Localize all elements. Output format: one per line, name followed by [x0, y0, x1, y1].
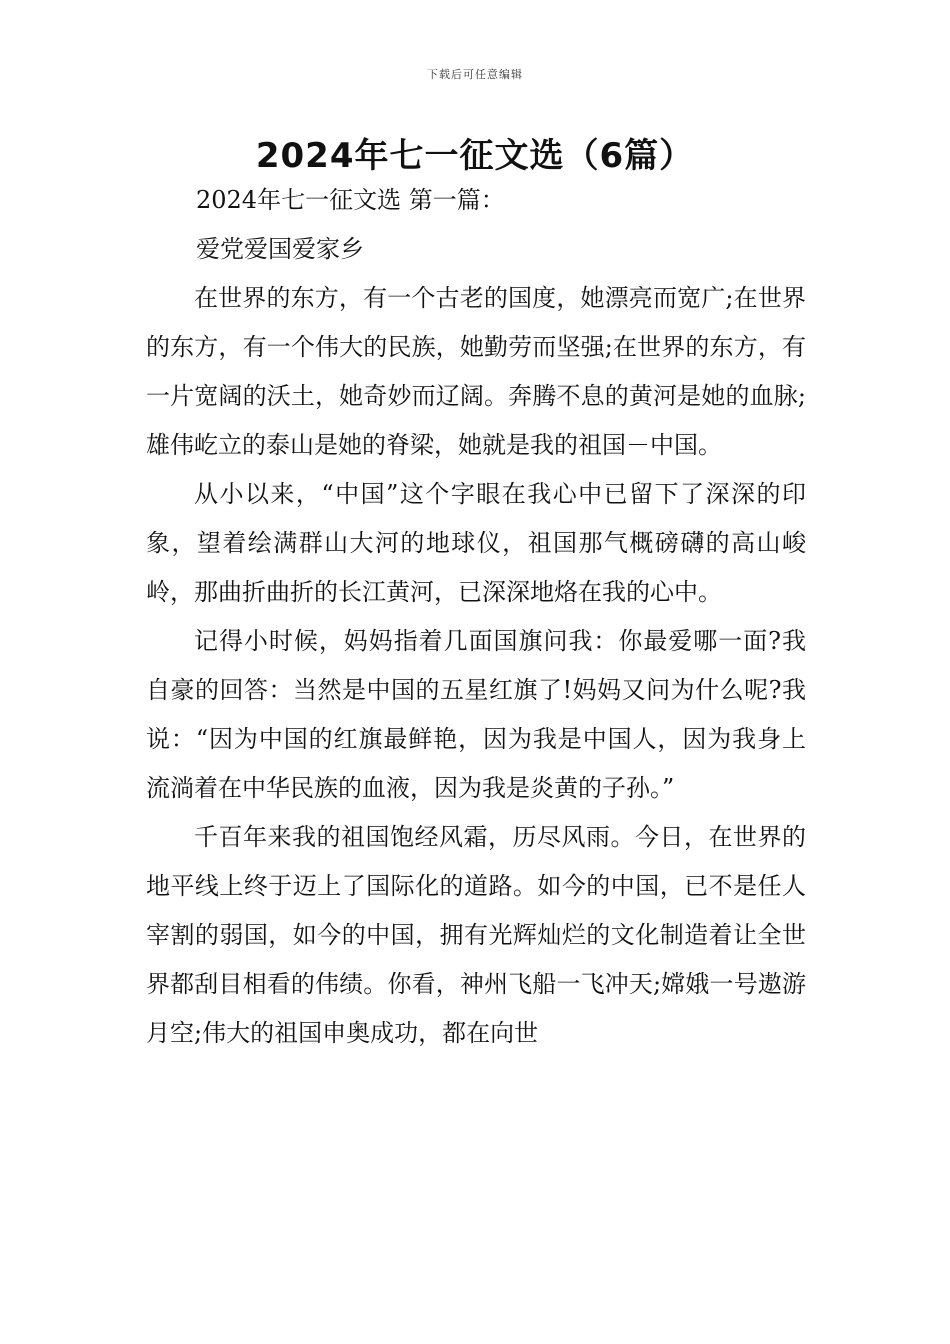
document-title: 2024年七一征文选（6篇）: [255, 136, 695, 176]
paragraph-2: 从小以来，“中国”这个字眼在我心中已留下了深深的印象，望着绘满群山大河的地球仪，祖国那气概磅礴的高山峻岭，那曲折曲折的长江黄河，已深深地烙在我的心中。: [146, 480, 806, 606]
essay-title: 爱党爱国爱家乡: [196, 235, 364, 263]
page-header-note: 下载后可任意编辑: [427, 68, 523, 81]
paragraph-1: 在世界的东方，有一个古老的国度，她漂亮而宽广;在世界的东方，有一个伟大的民族，她勤劳而坚强;在世界的东方，有一片宽阔的沃土，她奇妙而辽阔。奔腾不息的黄河是她的血脉;雄伟屹立的泰山是她的脊梁，她就是我的祖国－中国。: [146, 284, 806, 459]
document-body: [146, 176, 806, 1058]
paragraph-3: 记得小时候，妈妈指着几面国旗问我：你最爱哪一面?我自豪的回答：当然是中国的五星红旗了!妈妈又问为什么呢?我说：“因为中国的红旗最鲜艳，因为我是中国人，因为我身上流淌着在中华民族的血液，因为我是炎黄的子孙。”: [146, 627, 806, 802]
paragraph-4: 千百年来我的祖国饱经风霜，历尽风雨。今日，在世界的地平线上终于迈上了国际化的道路。如今的中国，已不是任人宰割的弱国，如今的中国，拥有光辉灿烂的文化制造着让全世界都刮目相看的伟绩。你看，神州飞船一飞冲天;嫦娥一号遨游月空;伟大的祖国申奥成功，都在向世: [146, 823, 806, 1047]
section-heading: 2024年七一征文选 第一篇：: [196, 186, 505, 214]
